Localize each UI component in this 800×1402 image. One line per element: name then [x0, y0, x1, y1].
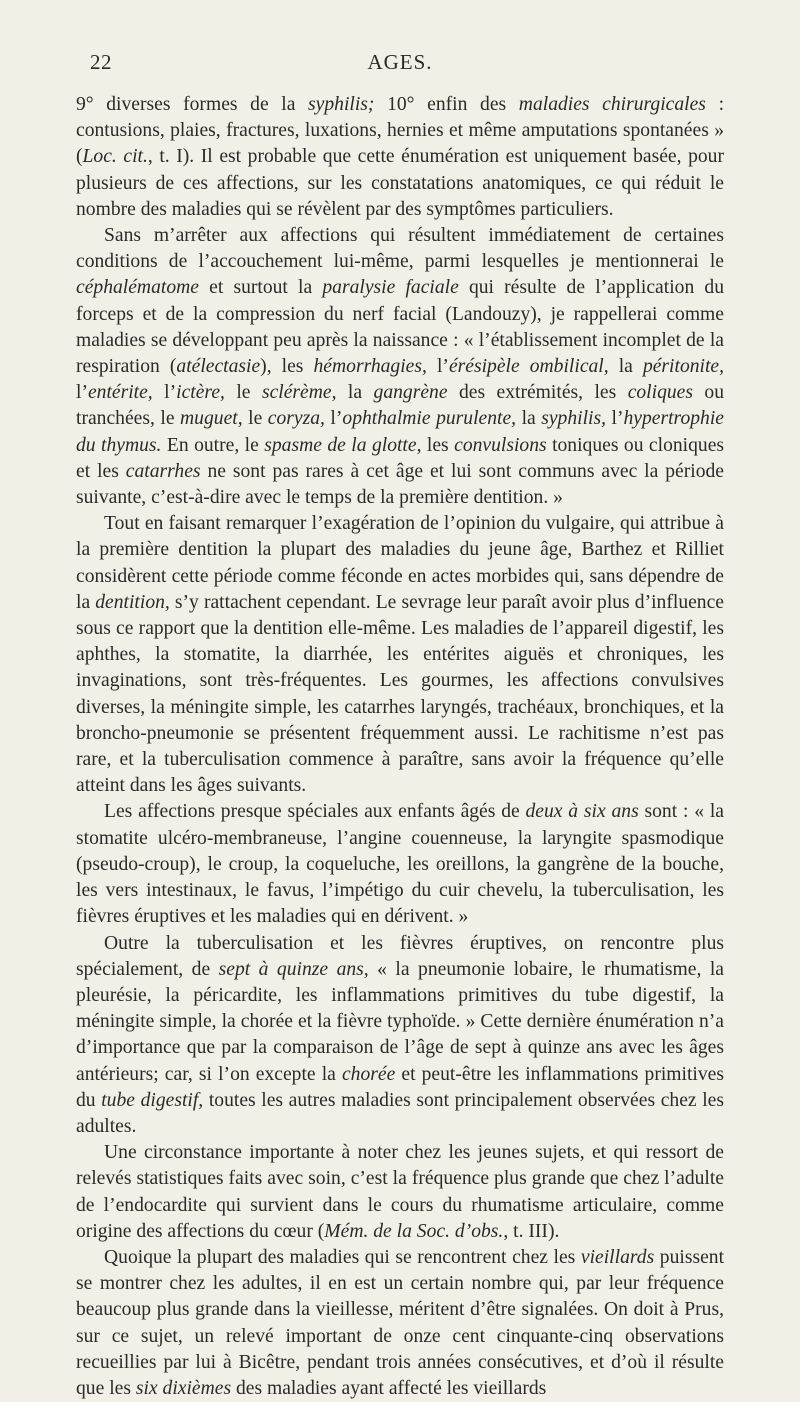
- text-span: l’: [76, 382, 88, 404]
- italic-span: céphalématome: [76, 277, 199, 299]
- italic-span: atélectasie: [176, 356, 261, 378]
- text-span: toutes les autres maladies sont principalement observées chez les adultes.: [76, 1089, 724, 1137]
- text-span: qui résulte de l’application du forceps et de la compression du nerf facial (Landouzy), je rappellerai comme maladies se développant peu après la naissance : « l’établissement incomplet de la respiration (: [76, 277, 724, 378]
- body-text: [76, 92, 724, 1402]
- text-span: Outre la tuberculisation et les fièvres éruptives, on rencontre plus spécialement, de: [76, 932, 724, 980]
- paragraph-5: [76, 931, 724, 1141]
- text-span: le: [224, 382, 262, 404]
- text-span: Les affections presque spéciales aux enfants âgés de: [104, 801, 526, 823]
- paragraph-7: [76, 1245, 724, 1402]
- italic-span: hypertrophie du thymus.: [76, 408, 724, 456]
- paragraph-4: [76, 799, 724, 930]
- text-span: et peut-être les inflammations primitives du: [76, 1063, 724, 1111]
- italic-span: deux à six ans: [525, 801, 639, 823]
- text-span: sont : « la stomatite ulcéro-membraneuse, l’angine couenneuse, la laryngite spasmodique (pseudo-croup), le croup, la coqueluche, les oreillons, la gangrène de la bouche, les vers intestinaux, le favus, l’impétigo du cuir chevelu, la tuberculisation, les fièvres éruptives et les maladies qui en dérivent. »: [76, 801, 724, 928]
- italic-span: muguet,: [180, 408, 243, 430]
- italic-span: vieillards: [580, 1246, 655, 1268]
- italic-span: hémorrhagies,: [313, 356, 427, 378]
- text-span: 9° diverses formes de la: [76, 94, 309, 115]
- italic-span: convulsions: [454, 434, 547, 456]
- text-span: Sans m’arrêter aux affections qui résultent immédiatement de certaines conditions de l’accouchement lui-même, parmi lesquelles je mentionnerai le: [76, 225, 724, 273]
- italic-span: catarrhes: [125, 460, 201, 482]
- italic-span: érésipèle ombilical,: [448, 356, 609, 378]
- page-number: 22: [90, 50, 112, 74]
- text-span: , t. I). Il est probable que cette énumération est uniquement basée, pour plusieurs de ces affections, sur les constatations anatomiques, ce qui réduit le nombre des maladies qui se révèlent par des symptômes particuliers.: [76, 146, 724, 220]
- italic-span: chorée: [341, 1063, 396, 1085]
- text-span: s’y rattachent cependant. Le sevrage leur paraît avoir plus d’influence sous ce rapport que la dentition elle-même. Les maladies de l’appareil digestif, les aphthes, la stomatite, la diarrhée, les entérites aiguës et chroniques, les invaginations, sont très-fréquentes. Les gourmes, les affections convulsives diverses, la méningite simple, les catarrhes laryngés, trachéaux, bronchiques, et la broncho-pneumonie se présentent fréquemment aussi. Le rachitisme n’est pas rare, et la tuberculisation commence à paraître, sans avoir la fréquence qu’elle atteint dans les âges suivants.: [76, 591, 724, 797]
- italic-span: ophthalmie purulente,: [342, 408, 517, 430]
- italic-span: syphilis,: [541, 408, 607, 430]
- text-span: les: [421, 434, 455, 456]
- italic-span: sclérème,: [261, 382, 337, 404]
- text-span: l’: [324, 408, 343, 430]
- italic-span: Loc. cit.: [82, 146, 148, 168]
- italic-span: sept à quinze ans,: [218, 958, 369, 980]
- text-span: toniques ou cloniques et les: [76, 434, 725, 482]
- paragraph-6: [76, 1140, 724, 1245]
- paragraph-2: [76, 223, 724, 511]
- text-span: ne sont pas rares à cet âge et lui sont communs avec la période suivante, c’est-à-dire avec le temps de la première dentition. »: [76, 460, 725, 509]
- text-span: ou tranchées, le: [76, 382, 725, 430]
- text-span: ), les: [260, 356, 314, 378]
- text-span: , t. III).: [503, 1220, 560, 1242]
- text-span: des maladies ayant affecté les vieillards: [231, 1377, 547, 1399]
- text-span: le: [242, 408, 268, 430]
- italic-span: six dixièmes: [135, 1377, 232, 1399]
- italic-span: syphilis;: [308, 94, 375, 115]
- text-span: puissent se montrer chez les adultes, il en est un certain nombre qui, par leur fréquence beaucoup plus grande dans la vieillesse, méritent d’être signalées. On doit à Prus, sur ce sujet, un relevé important de onze cent cinquante-cinq observations recueillies par lui à Bicêtre, pendant trois années consécutives, et d’où il résulte que les: [76, 1246, 725, 1399]
- italic-span: ictère,: [176, 382, 225, 404]
- italic-span: péritonite,: [642, 356, 725, 378]
- text-span: Une circonstance importante à noter chez les jeunes sujets, et qui ressort de relevés statistiques faits avec soin, c’est la fréquence plus grande que chez l’adulte de l’endocardite qui survient dans le cours du rhumatisme articulaire, comme origine des affections du cœur (: [76, 1142, 724, 1242]
- page-header: [76, 46, 724, 86]
- text-span: des extrémités, les: [447, 382, 628, 404]
- italic-span: gangrène: [373, 382, 448, 404]
- italic-span: coliques: [627, 382, 693, 404]
- text-span: l’: [152, 382, 177, 404]
- running-head: AGES.: [367, 50, 433, 74]
- text-span: l’: [606, 408, 624, 430]
- book-page: [76, 46, 724, 1402]
- text-span: 10° enfin des: [374, 94, 519, 115]
- italic-span: maladies chirurgicales: [518, 94, 706, 115]
- text-span: Quoique la plupart des maladies qui se rencontrent chez les: [104, 1246, 581, 1268]
- italic-span: Mém. de la Soc. d’obs.: [324, 1220, 504, 1242]
- text-span: Tout en faisant remarquer l’exagération de l’opinion du vulgaire, qui attribue à la première dentition la plupart des maladies du jeune âge, Barthez et Rilliet considèrent cette période comme féconde en actes morbides qui, sans dépendre de la: [76, 513, 724, 613]
- text-span: l’: [426, 356, 449, 378]
- text-span: En outre, le: [161, 434, 265, 456]
- italic-span: spasme de la glotte,: [264, 434, 422, 456]
- text-span: « la pneumonie lobaire, le rhumatisme, la pleurésie, la péricardite, les inflammations primitives du tube digestif, la méningite simple, la chorée et la fièvre typhoïde. » Cette dernière énumération n’a d’importance que par la comparaison de l’âge de sept à quinze ans avec les âges antérieurs; car, si l’on excepte la: [76, 958, 724, 1085]
- italic-span: dentition,: [95, 591, 170, 613]
- italic-span: coryza,: [267, 408, 325, 430]
- paragraph-1: [76, 92, 724, 223]
- text-span: la: [516, 408, 542, 430]
- text-span: et surtout la: [198, 277, 323, 299]
- italic-span: tube digestif,: [101, 1089, 204, 1111]
- text-span: : contusions, plaies, fractures, luxations, hernies et même amputations spontanées » (: [76, 94, 725, 168]
- paragraph-3: [76, 511, 724, 799]
- text-span: la: [336, 382, 374, 404]
- italic-span: entérite,: [87, 382, 153, 404]
- italic-span: paralysie faciale: [322, 277, 459, 299]
- text-span: la: [608, 356, 643, 378]
